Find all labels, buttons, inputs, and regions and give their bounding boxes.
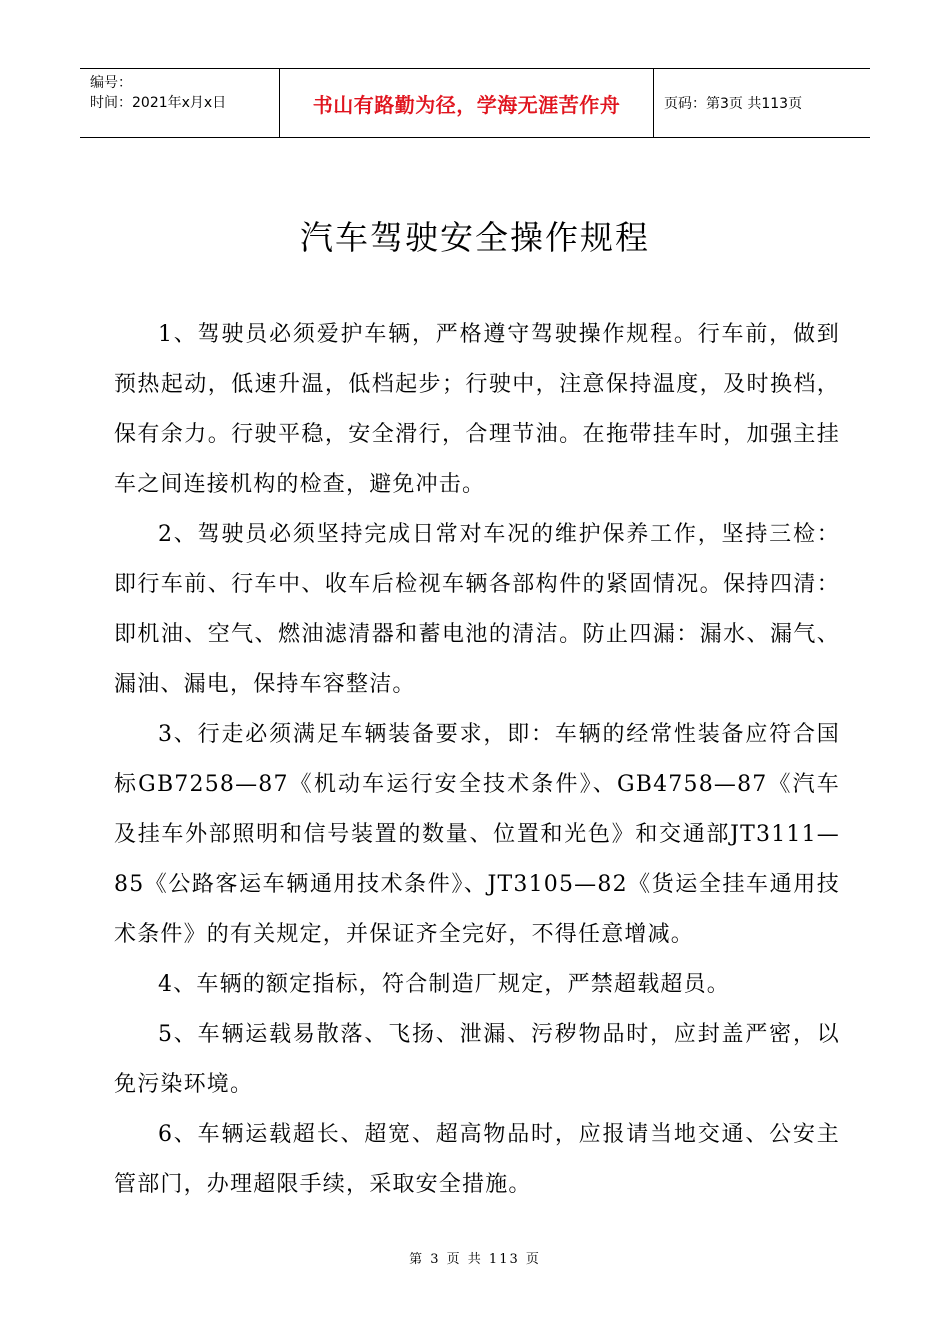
- paragraph-2: 2、驾驶员必须坚持完成日常对车况的维护保养工作，坚持三检：即行车前、行车中、收车后检视车辆各部构件的紧固情况。保持四清：即机油、空气、燃油滤清器和蓄电池的清洁。防止四漏：漏水、漏气、漏油、漏电，保持车容整洁。: [114, 522, 840, 697]
- header-page-cell: [654, 69, 870, 137]
- time-label: 时间：2021年x月x日: [90, 95, 227, 111]
- number-label: 编号：: [90, 75, 132, 91]
- header-info-cell: [80, 69, 280, 137]
- document-header: [80, 68, 870, 138]
- motto-text: 书山有路勤为径，学海无涯苦作舟: [312, 92, 621, 117]
- paragraph-5: 5、车辆运载易散落、飞扬、泄漏、污秽物品时，应封盖严密，以免污染环境。: [114, 1022, 840, 1097]
- paragraph-6: 6、车辆运载超长、超宽、超高物品时，应报请当地交通、公安主管部门，办理超限手续，采取安全措施。: [114, 1122, 840, 1197]
- paragraph-1: 1、驾驶员必须爱护车辆，严格遵守驾驶操作规程。行车前，做到预热起动，低速升温，低档起步；行驶中，注意保持温度，及时换档，保有余力。行驶平稳，安全滑行，合理节油。在拖带挂车时，加强主挂车之间连接机构的检查，避免冲击。: [114, 322, 840, 497]
- document-body: [114, 310, 840, 1210]
- page-footer: 第 3 页 共 113 页: [409, 1252, 541, 1267]
- page-code: 页码：第3页 共113页: [664, 96, 803, 112]
- header-motto-cell: [280, 69, 654, 137]
- paragraph-4: 4、车辆的额定指标，符合制造厂规定，严禁超载超员。: [158, 972, 730, 997]
- page-title: 汽车驾驶安全操作规程: [300, 218, 650, 257]
- paragraph-3: 3、行走必须满足车辆装备要求，即：车辆的经常性装备应符合国标GB7258—87《机动车运行安全技术条件》、GB4758—87《汽车及挂车外部照明和信号装置的数量、位置和光色》和交通部JT3111—85《公路客运车辆通用技术条件》、JT3105—82《货运全挂车通用技术条件》的有关规定，并保证齐全完好，不得任意增减。: [114, 722, 840, 947]
